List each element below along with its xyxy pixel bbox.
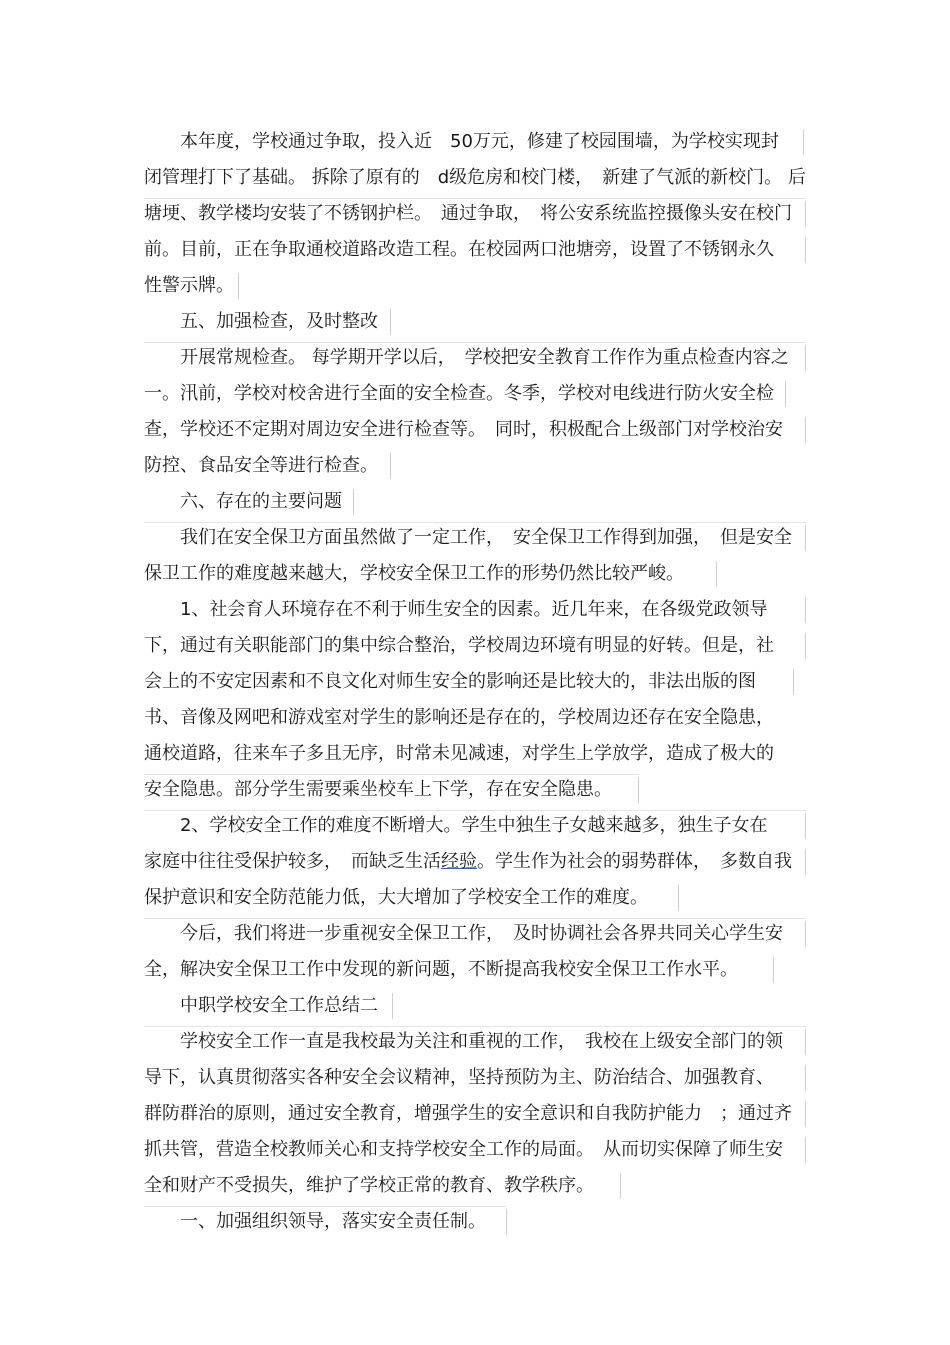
text-line: 性警示牌。 — [144, 275, 234, 296]
text-line: 抓共管，营造全校教师关心和支持学校安全工作的局面。 从而切实保障了师生安 — [144, 1139, 783, 1160]
text-line: 本年度，学校通过争取，投入近 50万元，修建了校园围墙，为学校实现封 — [144, 131, 779, 152]
section-heading: 五、加强检查，及时整改 — [144, 311, 378, 332]
text-line — [144, 844, 792, 880]
line-marker — [620, 1173, 621, 1199]
line-marker — [506, 1209, 507, 1235]
line-rule — [144, 774, 639, 775]
text-line: 塘埂、教学楼均安装了不锈钢护栏。 通过争取， 将公安系统监控摄像头安在校门 — [144, 203, 792, 224]
line-rule — [144, 810, 806, 811]
line-marker — [805, 849, 806, 875]
text-line: 全和财产不受损失，维护了学校正常的教育、教学秩序。 — [144, 1175, 594, 1196]
text-line: 全，解决安全保卫工作中发现的新问题，不断提高我校安全保卫工作水平。 — [144, 959, 738, 980]
line-marker — [793, 669, 794, 695]
text-line: 书、音像及网吧和游戏室对学生的影响还是存在的，学校周边还存在安全隐患， — [144, 707, 774, 728]
line-marker — [805, 525, 806, 551]
line-marker — [390, 309, 391, 335]
text-line: 学校安全工作一直是我校最为关注和重视的工作， 我校在上级安全部门的领 — [144, 1031, 783, 1052]
line-marker — [805, 813, 806, 839]
line-rule — [144, 198, 806, 199]
text-line: 防控、食品安全等进行检查。 — [144, 455, 378, 476]
text-line: 查，学校还不定期对周边安全进行检查等。 同时，积极配合上级部门对学校治安 — [144, 419, 783, 440]
line-rule — [144, 342, 806, 343]
text-segment: 。学生作为社会的弱势群体， 多数自我 — [477, 851, 792, 872]
line-marker — [785, 381, 786, 407]
line-marker — [238, 273, 239, 299]
line-rule — [144, 522, 806, 523]
text-line: 会上的不安定因素和不良文化对师生安全的影响还是比较大的，非法出版的图 — [144, 671, 756, 692]
line-marker — [805, 237, 806, 263]
text-line: 前。目前，正在争取通校道路改造工程。在校园两口池塘旁，设置了不锈钢永久 — [144, 239, 774, 260]
text-segment: 家庭中往往受保护较多， 而缺乏生活 — [144, 851, 441, 872]
text-line: 闭管理打下了基础。 拆除了原有的 d级危房和校门楼， 新建了气派的新校门。 后 — [144, 167, 806, 188]
line-marker — [716, 561, 717, 587]
line-marker — [392, 993, 393, 1019]
text-line: 下，通过有关职能部门的集中综合整治，学校周边环境有明显的好转。但是，社 — [144, 635, 774, 656]
text-line: 1、社会育人环境存在不利于师生安全的因素。近几年来，在各级党政领导 — [144, 599, 768, 620]
line-rule — [144, 918, 806, 919]
line-marker — [805, 921, 806, 947]
section-heading: 中职学校安全工作总结二 — [144, 995, 378, 1016]
text-line: 开展常规检查。 每学期开学以后， 学校把安全教育工作作为重点检查内容之 — [144, 347, 789, 368]
line-marker — [803, 129, 804, 155]
line-marker — [805, 1137, 806, 1163]
text-line: 群防群治的原则，通过安全教育，增强学生的安全意识和自我防护能力 ；通过齐 — [144, 1103, 792, 1124]
line-marker — [390, 453, 391, 479]
line-marker — [773, 957, 774, 983]
section-heading: 一、加强组织领导，落实安全责任制。 — [144, 1211, 486, 1232]
experience-link[interactable]: 经验 — [441, 851, 477, 872]
text-line: 今后，我们将进一步重视安全保卫工作， 及时协调社会各界共同关心学生安 — [144, 923, 783, 944]
text-line: 2、学校安全工作的难度不断增大。学生中独生子女越来越多，独生子女在 — [144, 815, 768, 836]
line-marker — [805, 417, 806, 443]
line-marker — [805, 1029, 806, 1055]
text-line: 我们在安全保卫方面虽然做了一定工作， 安全保卫工作得到加强， 但是安全 — [144, 527, 792, 548]
text-line: 通校道路，往来车子多且无序，时常未见减速，对学生上学放学，造成了极大的 — [144, 743, 774, 764]
line-marker — [678, 885, 679, 911]
text-line: 一。汛前，学校对校舍进行全面的安全检查。冬季，学校对电线进行防火安全检 — [144, 383, 774, 404]
line-marker — [638, 777, 639, 803]
text-line: 安全隐患。部分学生需要乘坐校车上下学，存在安全隐患。 — [144, 779, 612, 800]
text-line: 保卫工作的难度越来越大，学校安全保卫工作的形势仍然比较严峻。 — [144, 563, 684, 584]
line-marker — [353, 489, 354, 515]
line-marker — [805, 201, 806, 227]
line-marker — [805, 633, 806, 659]
line-marker — [805, 597, 806, 623]
line-marker — [805, 1065, 806, 1091]
section-heading: 六、存在的主要问题 — [144, 491, 342, 512]
line-marker — [805, 1101, 806, 1127]
line-rule — [144, 1026, 806, 1027]
text-line: 保护意识和安全防范能力低，大大增加了学校安全工作的难度。 — [144, 887, 648, 908]
line-rule — [144, 1206, 506, 1207]
text-line: 导下，认真贯彻落实各种安全会议精神，坚持预防为主、防治结合、加强教育、 — [144, 1067, 774, 1088]
line-marker — [805, 345, 806, 371]
